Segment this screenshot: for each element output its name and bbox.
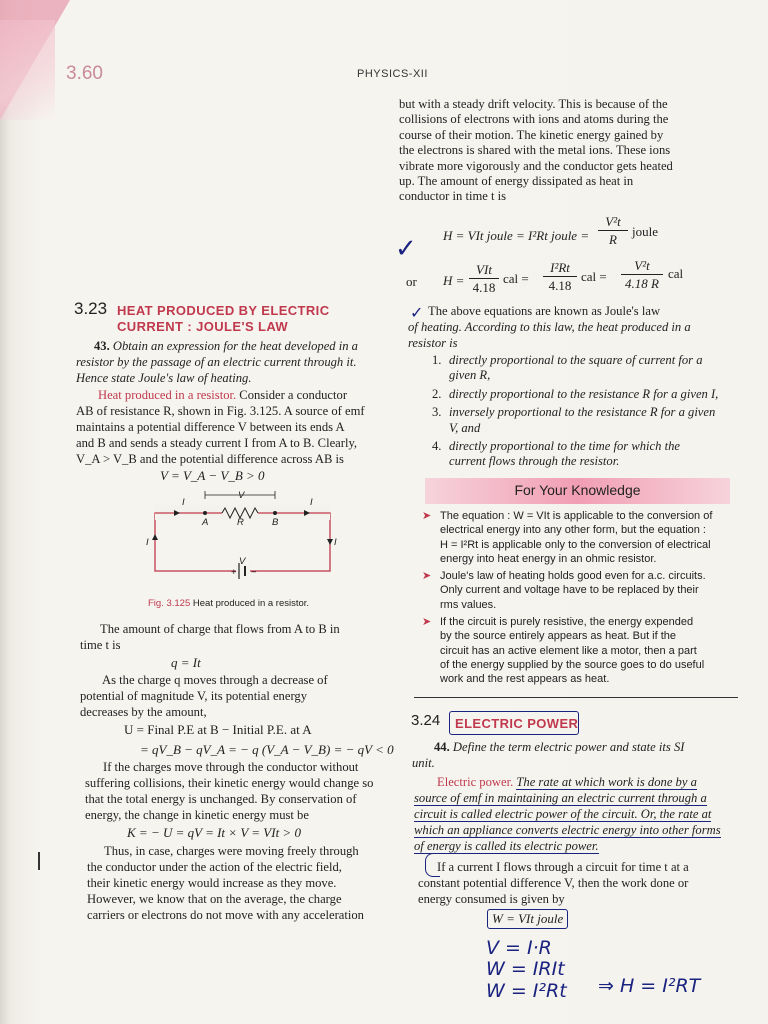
figure-caption-text: Heat produced in a resistor. <box>192 598 310 609</box>
eq2-f2-den: 4.18 <box>548 278 572 293</box>
section-3-23-title-line1: HEAT PRODUCED BY ELECTRIC <box>117 303 330 318</box>
definition-text: of energy is called its electric power. <box>414 839 599 853</box>
potential-difference-eq: V = V_A − V_B > 0 <box>160 468 265 483</box>
eq2-f1-den: 4.18 <box>472 280 496 295</box>
list-item <box>432 439 730 470</box>
tick-mark-icon: ✓ <box>410 303 424 322</box>
circuit-diagram <box>140 485 350 585</box>
knowledge-line: energy into heat energy in an ohmic resistor. <box>440 552 657 565</box>
running-title: PHYSICS-XII <box>357 68 428 80</box>
body-line1 <box>98 388 398 403</box>
closing-line: the conductor under the action of the electric field, <box>87 860 342 874</box>
definition-line1 <box>437 775 737 790</box>
knowledge-line: rms values. <box>440 598 497 611</box>
knowledge-box <box>422 509 732 687</box>
fig-label-i: I <box>334 537 337 548</box>
closing-line: carriers or electrons do not move with any acceleration <box>87 908 364 922</box>
knowledge-item <box>422 569 732 612</box>
question-43-line2: resistor by the passage of an electric current through it. <box>76 355 357 369</box>
knowledge-item <box>422 509 732 566</box>
charge-line1: The amount of charge that flows from A to B in <box>100 622 340 636</box>
knowledge-line: electrical energy into any other form, but the equation : <box>440 524 706 537</box>
handwritten-note: W = I²Rt <box>486 980 567 1002</box>
eq2-or: or <box>406 274 417 289</box>
list-item <box>432 387 730 402</box>
section-3-24-title: ELECTRIC POWER <box>455 716 579 731</box>
question-44 <box>434 740 730 755</box>
arrow-bullet-icon: ➤ <box>422 510 432 522</box>
body-text: Consider a conductor <box>239 388 348 402</box>
list-num: 2. <box>432 386 442 401</box>
definition-line4 <box>414 823 740 838</box>
definition-line2 <box>414 791 740 806</box>
definition-text: circuit is called electric power of the circuit. Or, the rate at <box>414 807 712 821</box>
list-text: directly proportional to the resistance R for a given I, <box>449 386 719 401</box>
eq2-f2-num: I²Rt <box>543 260 577 277</box>
fig-label-a: A <box>202 517 209 528</box>
fig-label-i: I <box>146 537 149 548</box>
list-text: given R, <box>449 368 491 383</box>
knowledge-line: circuit has an active element like a motor, then a part <box>440 644 697 657</box>
potential-energy-eq2: = qV_B − qV_A = − q (V_A − V_B) = − qV < 0 <box>140 742 394 757</box>
body-line: AB of resistance R, shown in Fig. 3.125. A source of emf <box>76 404 365 418</box>
definition-line5 <box>414 839 740 854</box>
pink-corner-shade <box>0 20 55 120</box>
body-line: and B and sends a steady current I from A to B. Clearly, <box>76 436 358 450</box>
question-number: 44. <box>434 740 450 754</box>
eq2-f3-den: 4.18 R <box>625 276 659 291</box>
closing-line: Thus, in case, charges were moving freely through <box>104 844 359 858</box>
joule-law-line2: of heating. According to this law, the heat produced in a <box>408 320 691 334</box>
intro-line: course of their motion. The kinetic energy gained by <box>399 127 664 142</box>
intro-line: conductor in time t is <box>399 189 507 204</box>
kinetic-energy-eq: K = − U = qV = It × V = VIt > 0 <box>127 825 301 840</box>
pe-line: decreases by the amount, <box>80 705 207 719</box>
definition-line3 <box>414 807 740 822</box>
eq2-f1-num: VIt <box>469 262 499 279</box>
list-text: inversely proportional to the resistance R for a given <box>449 405 716 420</box>
section-3-23-number: 3.23 <box>74 299 108 318</box>
list-item <box>432 405 730 436</box>
joule-law-line1: The above equations are known as Joule's law <box>428 304 661 318</box>
intro-line: collisions of electrons with ions and atoms during the <box>399 112 669 127</box>
question-number: 43. <box>94 339 110 353</box>
list-text: V, and <box>449 420 481 435</box>
heat-equation-joule <box>443 228 589 244</box>
fig-label-v-source: V <box>239 556 246 567</box>
handwritten-note: W = IRIt <box>486 958 565 980</box>
eq1-unit: joule <box>632 224 658 239</box>
current-line2: constant potential difference V, then the work done or <box>418 876 689 890</box>
eq1-left: H = VIt joule = I²Rt joule = <box>443 228 590 243</box>
list-num: 4. <box>432 439 442 454</box>
charge-equation: q = It <box>171 655 201 670</box>
knowledge-line: by the source entirely appears as heat. But if the <box>440 630 677 643</box>
section-3-24-number: 3.24 <box>411 712 441 729</box>
eq1-frac-num: V²t <box>598 214 628 231</box>
knowledge-line: Joule's law of heating holds good even for a.c. circuits. <box>440 570 706 583</box>
list-item <box>432 353 730 384</box>
section-divider <box>414 697 738 698</box>
question-44-line2: unit. <box>412 756 435 770</box>
margin-mark <box>38 852 40 870</box>
closing-line: However, we know that on the average, the charge <box>87 892 342 906</box>
fig-label-plus: + <box>231 567 237 578</box>
knowledge-line: Only current and voltage have to be replaced by their <box>440 584 699 597</box>
work-equation: W = VIt joule <box>487 909 568 929</box>
knowledge-line: of the energy supplied by the source goes to do useful <box>440 658 705 671</box>
list-num: 1. <box>432 353 442 367</box>
intro-line: up. The amount of energy dissipated as heat in <box>399 174 634 189</box>
section-3-23-title-line2: CURRENT : JOULE'S LAW <box>117 319 289 334</box>
eq2-f3-num: V²t <box>621 258 663 275</box>
figure-caption <box>148 598 309 609</box>
question-text: Define the term electric power and state its SI <box>452 740 685 754</box>
question-text: Obtain an expression for the heat developed in a <box>112 339 358 353</box>
question-43-line3: Hence state Joule's law of heating. <box>76 371 252 385</box>
fig-label-i: I <box>310 497 313 508</box>
pe-line: As the charge q moves through a decrease of <box>102 673 328 687</box>
handwritten-note: ⇒ H = I²RT <box>598 975 701 997</box>
intro-line: vibrate more vigorously and the conductor gets heated <box>399 158 673 173</box>
arrow-bullet-icon: ➤ <box>422 616 432 629</box>
handwritten-note: V = I·R <box>486 937 552 959</box>
fig-label-i: I <box>182 497 185 508</box>
knowledge-line: work and the rest appears as heat. <box>440 673 610 686</box>
list-text: current flows through the resistor. <box>449 454 620 469</box>
list-text: directly proportional to the time for which the <box>449 439 680 454</box>
ke-line: energy, the change in kinetic energy must be <box>85 808 309 822</box>
body-line: maintains a potential difference V between its ends A <box>76 420 345 434</box>
fig-label-minus: − <box>251 567 257 578</box>
eq1-frac-den: R <box>609 232 617 247</box>
fig-label-b: B <box>272 517 279 528</box>
current-line3: energy consumed is given by <box>418 892 565 906</box>
intro-line: the electrons is shared with the metal ions. These ions <box>399 143 671 158</box>
figure-number: Fig. 3.125 <box>148 598 191 609</box>
lead-text: Heat produced in a resistor. <box>98 388 237 402</box>
knowledge-line: If the circuit is purely resistive, the energy expended <box>440 616 694 629</box>
charge-line2: time t is <box>80 638 121 652</box>
closing-line: their kinetic energy would increase as they move. <box>87 876 337 890</box>
check-mark-icon: ✓ <box>395 234 417 264</box>
right-column-intro <box>383 97 728 205</box>
eq2-cal1: cal = <box>503 271 529 286</box>
knowledge-line: H = I²Rt is applicable only to the conversion of electrical <box>440 538 711 551</box>
body-line: V_A > V_B and the potential difference across AB is <box>76 452 344 466</box>
knowledge-item <box>422 615 732 686</box>
fig-label-r: R <box>237 517 244 528</box>
eq2-h: H = <box>443 273 465 288</box>
definition-text: source of emf in maintaining an electric current through a <box>414 791 707 805</box>
ke-line: If the charges move through the conductor without <box>103 760 359 774</box>
joule-law-line3: resistor is <box>408 336 458 350</box>
knowledge-line: The equation : W = VIt is applicable to the conversion of <box>440 510 713 522</box>
list-num: 3. <box>432 405 442 420</box>
arrow-bullet-icon: ➤ <box>422 570 432 583</box>
pe-line: potential of magnitude V, its potential energy <box>80 689 308 703</box>
fig-label-v: V <box>238 490 245 501</box>
definition-text: which an appliance converts electric energy into other forms <box>414 823 721 837</box>
intro-line: but with a steady drift velocity. This is because of the <box>399 97 668 111</box>
eq2-cal3: cal <box>668 266 684 281</box>
page-number: 3.60 <box>66 63 103 84</box>
knowledge-title: For Your Knowledge <box>514 482 641 498</box>
question-43-line1 <box>76 339 397 354</box>
eq2-cal2: cal = <box>581 269 607 284</box>
ke-line: suffering collisions, their kinetic energy would change so <box>85 776 374 790</box>
ke-line: that the total energy is unchanged. By conservation of <box>85 792 357 806</box>
potential-energy-eq1: U = Final P.E at B − Initial P.E. at A <box>124 722 312 737</box>
list-text: directly proportional to the square of current for a <box>449 353 703 367</box>
definition-lead: Electric power. <box>437 775 514 789</box>
joule-law-list <box>432 353 730 470</box>
definition-text: The rate at which work is done by a <box>516 775 697 789</box>
current-line1: If a current I flows through a circuit for time t at a <box>437 860 689 874</box>
